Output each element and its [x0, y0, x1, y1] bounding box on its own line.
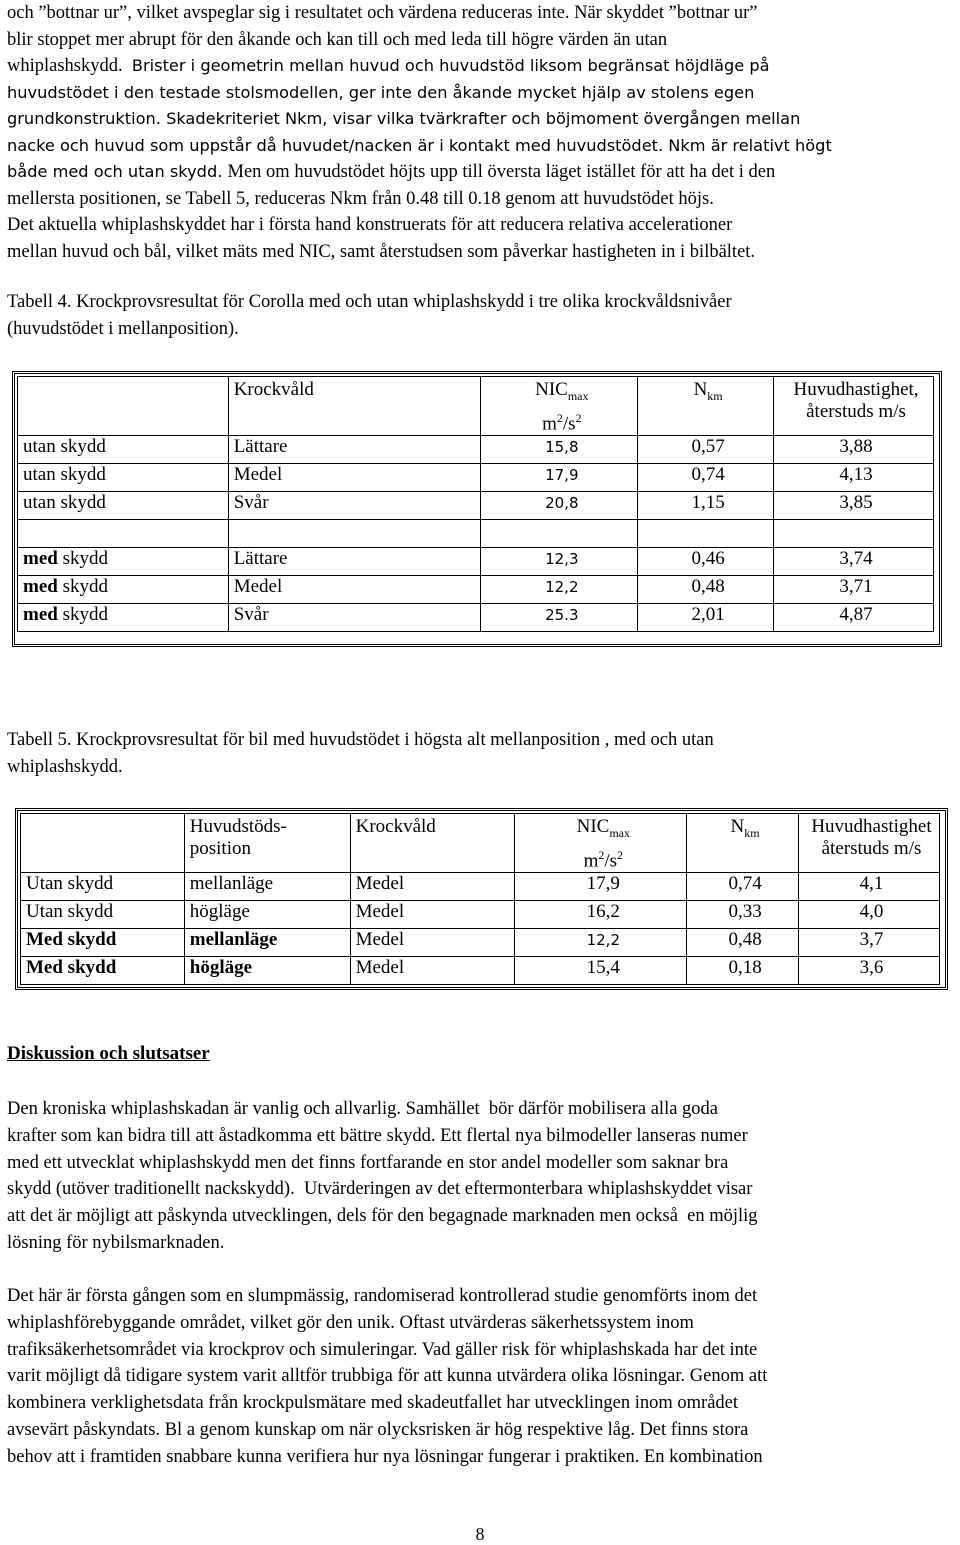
cell-skydd: utan skydd [18, 436, 229, 464]
cell-huvudhastighet: 4,0 [799, 901, 940, 929]
table4-caption [7, 289, 953, 343]
intro-line [7, 53, 953, 80]
cell-krockvald: Medel [350, 929, 515, 957]
cell-krockvald: Svår [228, 492, 481, 520]
table-row [21, 957, 940, 985]
intro-text-run: huvudstödet i den testade stolsmodellen, ger inte den åkande mycket hjälp av stolens egen [7, 82, 755, 102]
intro-line [7, 80, 953, 107]
cell-nkm: 0,74 [687, 873, 799, 901]
cell-huvudhastighet: 4,87 [774, 604, 934, 632]
table4-caption-line: (huvudstödet i mellanposition). [7, 319, 239, 339]
table5-header-empty [21, 814, 185, 873]
table5-header-krockvald: Krockvåld [350, 814, 515, 873]
cell-nkm: 1,15 [638, 492, 774, 520]
table-row [21, 901, 940, 929]
paragraph-line: skydd (utöver traditionellt nackskydd). Utvärderingen av det eftermonterbara whiplashskyddet visar [7, 1179, 753, 1200]
table5-caption [7, 727, 953, 781]
cell-position: mellanläge [184, 929, 350, 957]
cell-skydd-text: skydd [57, 576, 108, 598]
cell-skydd: utan skydd [18, 492, 229, 520]
cell-huvudhastighet: 3,6 [799, 957, 940, 985]
intro-text-run: och ”bottnar ur”, vilket avspeglar sig i resultatet och värdena reduceras inte. När skyddet ”bottnar ur” [7, 3, 758, 23]
paragraph-line: krafter som kan bidra till att åstadkomma ett bättre skydd. Ett flertal nya bilmodeller lanseras numer [7, 1125, 748, 1146]
table4 [17, 376, 934, 632]
cell-skydd-bold: med [23, 576, 58, 598]
cell-huvudhastighet: 4,13 [774, 464, 934, 492]
table4-caption-line: Tabell 4. Krockprovsresultat för Corolla med och utan whiplashskydd i tre olika krockvåldsnivåer [7, 292, 732, 312]
table4-header-row [18, 377, 934, 436]
cell-position: mellanläge [184, 873, 350, 901]
cell-position: högläge [184, 901, 350, 929]
paragraph-line: varit möjligt då tidigare system varit alltför trubbiga för att kunna utvärdera olika lösningar. Genom att [7, 1366, 768, 1387]
table5-header-row [21, 814, 940, 873]
cell-nkm: 0,74 [638, 464, 774, 492]
cell-skydd: Med skydd [21, 957, 185, 985]
discussion-paragraph-2 [7, 1283, 953, 1471]
table5 [20, 813, 940, 985]
table-row [18, 576, 934, 604]
cell-skydd [18, 576, 229, 604]
table4-header-nkm: $N_{km}$ [638, 377, 774, 436]
table4-header-krockvald: Krockvåld [228, 377, 481, 436]
cell-krockvald: Medel [228, 576, 481, 604]
cell-huvudhastighet: 3,71 [774, 576, 934, 604]
cell-krockvald: Lättare [228, 548, 481, 576]
cell-nic: 12,2 [481, 576, 638, 604]
cell-krockvald: Medel [228, 464, 481, 492]
table-row [18, 464, 934, 492]
paragraph-line: Det här är första gången som en slumpmässig, randomiserad kontrollerad studie genomförts inom det [7, 1286, 758, 1306]
cell-krockvald: Medel [350, 873, 515, 901]
intro-line [7, 186, 953, 213]
intro-text-run: Skadekriteriet Nkm, visar vilka tvärkrafter och böjmoment övergången mellan [166, 109, 801, 128]
cell-nic: 25.3 [481, 604, 638, 632]
paragraph-line: kombinera verklighetsdata från krockpulsmätare med skadeutfallet har utvecklingen inom området [7, 1393, 739, 1414]
intro-line [7, 212, 953, 239]
cell-nic: 15,8 [481, 436, 638, 464]
table4-spacer-row [18, 520, 934, 548]
cell-krockvald: Svår [228, 604, 481, 632]
cell-nkm: 2,01 [638, 604, 774, 632]
cell-nkm: 0,46 [638, 548, 774, 576]
paragraph-line: whiplashförebyggande området, vilket gör den unik. Oftast utvärderas säkerhetssystem inom [7, 1312, 694, 1333]
page-number: 8 [475, 1524, 485, 1544]
cell-skydd: utan skydd [18, 464, 229, 492]
discussion-paragraph-1 [7, 1096, 953, 1257]
section-heading: Diskussion och slutsatser [7, 1043, 210, 1064]
cell-skydd-text: skydd [57, 548, 108, 570]
table5-caption-line: Tabell 5. Krockprovsresultat för bil med huvudstödet i högsta alt mellanposition , med och utan [7, 730, 714, 750]
cell-skydd-text: skydd [57, 604, 108, 626]
cell-huvudhastighet: 3,85 [774, 492, 934, 520]
table5-header-nic: $NIC_{max}$ $m^2/s^2$ [515, 814, 687, 873]
intro-text-run: både med och utan skydd. [7, 162, 228, 181]
paragraph-line: med ett utvecklat whiplashskydd men det finns fortfarande en stor andel modeller som saknar bra [7, 1152, 729, 1173]
table-row [18, 436, 934, 464]
intro-line [7, 27, 953, 54]
cell-skydd-bold: med [23, 548, 58, 570]
table-row [18, 604, 934, 632]
cell-krockvald: Medel [350, 901, 515, 929]
intro-line [7, 133, 953, 160]
table4-header-nic: $NIC_{max}$ $m^2/s^2$ [481, 377, 638, 436]
cell-skydd: Utan skydd [21, 901, 185, 929]
intro-text-run: whiplashskydd. [7, 56, 132, 76]
cell-nkm: 0,48 [638, 576, 774, 604]
cell-nic: 15,4 [515, 957, 687, 985]
table4-header-empty [18, 377, 229, 436]
intro-text-run: mellan huvud och bål, vilket mäts med NIC, samt återstudsen som påverkar hastigheten in i bilbältet. [7, 241, 756, 262]
intro-text-run: nacke och huvud som uppstår då huvudet/nacken är i kontakt med huvudstödet. Nkm är relativt högt [7, 135, 832, 155]
intro-text-run: blir stoppet mer abrupt för den åkande och kan till och med leda till högre värden än utan [7, 29, 668, 50]
table-row [18, 548, 934, 576]
cell-nic: 17,9 [481, 464, 638, 492]
table5-header-huvudhastighet: Huvudhastighet återstuds m/s [799, 814, 940, 873]
table-row [21, 873, 940, 901]
table5-header-nkm: $N_{km}$ [687, 814, 799, 873]
paragraph-line: behov att i framtiden snabbare kunna verifiera hur nya lösningar fungerar i praktiken. En kombination [7, 1446, 763, 1467]
intro-text-run: Brister i geometrin mellan huvud och huvudstöd liksom begränsat höjdläge på [131, 56, 770, 75]
cell-nkm: 0,33 [687, 901, 799, 929]
intro-text-run: mellersta positionen, se Tabell 5, reduceras Nkm från 0.48 till 0.18 genom att huvudstödet höjs. [7, 188, 714, 209]
cell-nic: 16,2 [515, 901, 687, 929]
cell-nkm: 0,18 [687, 957, 799, 985]
intro-line [7, 159, 953, 186]
intro-text-run: Det aktuella whiplashskyddet har i första hand konstruerats för att reducera relativa accelerationer [7, 215, 733, 235]
cell-krockvald: Medel [350, 957, 515, 985]
intro-line [7, 0, 953, 27]
cell-nkm: 0,48 [687, 929, 799, 957]
cell-skydd [18, 604, 229, 632]
cell-nic: 17,9 [515, 873, 687, 901]
paragraph-line: att det är möjligt att påskynda utvecklingen, dels för den begagnade marknaden men också en möjlig [7, 1206, 758, 1227]
cell-position: högläge [184, 957, 350, 985]
intro-paragraph [7, 0, 953, 265]
intro-text-run: grundkonstruktion. [7, 109, 167, 128]
cell-skydd [18, 548, 229, 576]
cell-nkm: 0,57 [638, 436, 774, 464]
cell-huvudhastighet: 3,88 [774, 436, 934, 464]
table-row [21, 929, 940, 957]
paragraph-line: Den kroniska whiplashskadan är vanlig och allvarlig. Samhället bör därför mobilisera alla goda [7, 1099, 719, 1119]
cell-krockvald: Lättare [228, 436, 481, 464]
cell-nic: 20,8 [481, 492, 638, 520]
table-row [18, 492, 934, 520]
table5-caption-line: whiplashskydd. [7, 757, 123, 777]
cell-nic: 12,3 [481, 548, 638, 576]
table4-header-huvudhastighet: Huvudhastighet, återstuds m/s [774, 377, 934, 436]
cell-huvudhastighet: 3,7 [799, 929, 940, 957]
paragraph-line: avsevärt påskyndats. Bl a genom kunskap om när olycksrisken är hög respektive låg. Det finns stora [7, 1419, 749, 1440]
cell-nic: 12,2 [515, 929, 687, 957]
table5-header-position: Huvudstöds- position [184, 814, 350, 873]
cell-huvudhastighet: 4,1 [799, 873, 940, 901]
cell-skydd-bold: med [23, 604, 58, 626]
intro-text-run: Men om huvudstödet höjts upp till översta läget istället för att ha det i den [227, 162, 776, 182]
paragraph-line: trafiksäkerhetsområdet via krockprov och simuleringar. Vad gäller risk för whiplashskada har det inte [7, 1339, 758, 1360]
intro-line [7, 239, 953, 266]
paragraph-line: lösning för nybilsmarknaden. [7, 1232, 225, 1253]
cell-skydd: Med skydd [21, 929, 185, 957]
intro-line [7, 106, 953, 133]
cell-skydd: Utan skydd [21, 873, 185, 901]
cell-huvudhastighet: 3,74 [774, 548, 934, 576]
